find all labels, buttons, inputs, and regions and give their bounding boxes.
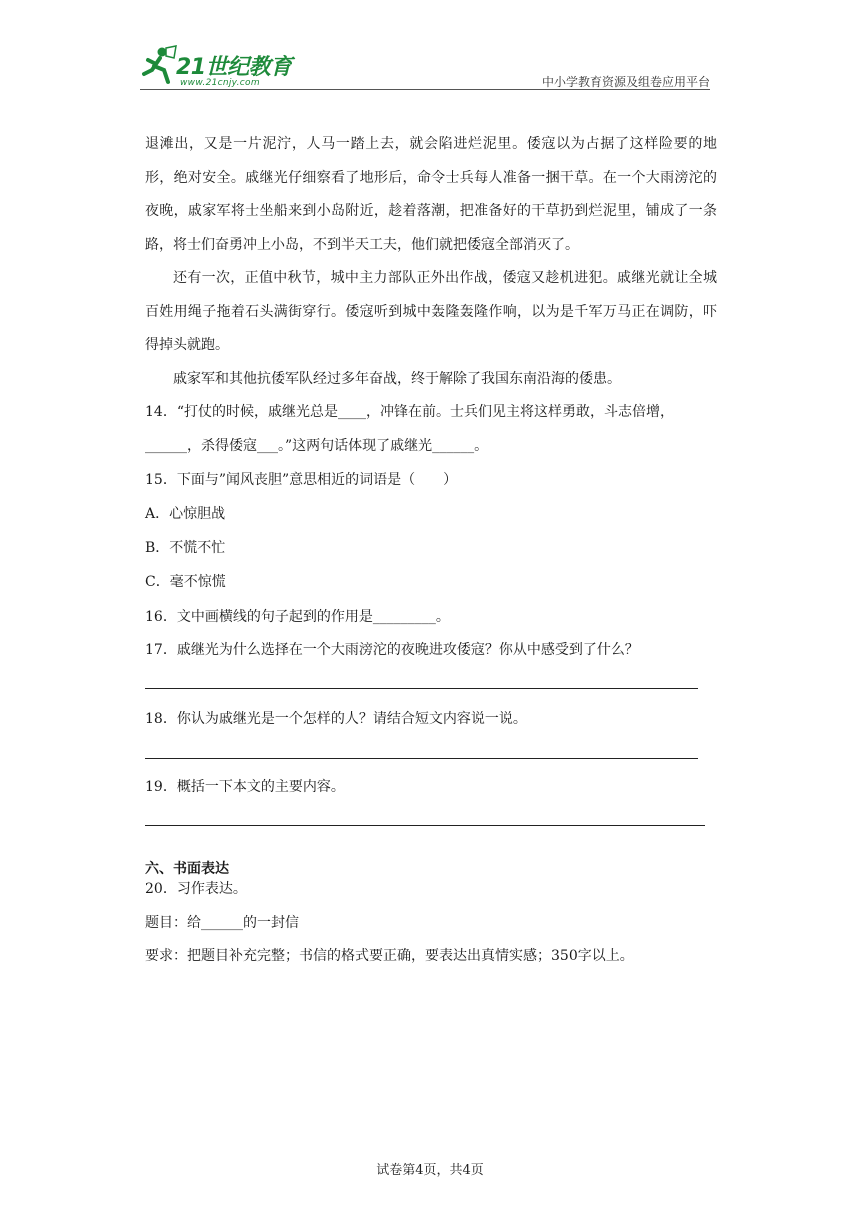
question-17: 17．戚继光为什么选择在一个大雨滂沱的夜晚进攻倭寇？你从中感受到了什么？ (145, 642, 639, 658)
logo (140, 44, 315, 90)
question-14-line-2: ______，杀得倭寇___。”这两句话体现了戚继光______。 (145, 438, 489, 454)
question-16: 16．文中画横线的句子起到的作用是_________。 (145, 609, 450, 625)
question-18: 18．你认为戚继光是一个怎样的人？请结合短文内容说一说。 (145, 711, 527, 727)
page-content (145, 128, 717, 964)
essay-topic: 题目：给______的一封信 (145, 915, 299, 931)
passage-paragraph-3: 戚家军和其他抗倭军队经过多年奋战，终于解除了我国东南沿海的倭患。 (173, 370, 621, 387)
question-15-option-c: C．毫不惊慌 (145, 574, 226, 590)
page-footer: 试卷第4页，共4页 (376, 1163, 484, 1178)
section-6-title: 六、书面表达 (145, 861, 229, 877)
question-15: 15．下面与”闻风丧胆”意思相近的词语是（ ） (145, 472, 458, 488)
answer-line-18[interactable] (145, 758, 698, 759)
platform-name: 中小学教育资源及组卷应用平台 (541, 75, 710, 89)
runner-logo-icon (140, 44, 180, 88)
question-15-option-b: B．不慌不忙 (145, 540, 226, 556)
question-19: 19．概括一下本文的主要内容。 (145, 779, 345, 795)
passage-paragraph-2: 还有一次，正值中秋节，城中主力部队正外出作战，倭寇又趁机进犯。戚继光就让全城百姓用绳子拖着石头满街穿行。倭寇听到城中轰隆轰隆作响，以为是千军万马正在调防，吓得掉头就跑。 (145, 270, 717, 353)
essay-requirement: 要求：把题目补充完整；书信的格式要正确，要表达出真情实感；350字以上。 (145, 948, 634, 964)
question-14-line-1: 14．“打仗的时候，戚继光总是____，冲锋在前。士兵们见主将这样勇敢，斗志倍增， (145, 404, 674, 420)
logo-url: www.21cnjy.com (180, 78, 260, 88)
answer-line-19[interactable] (145, 825, 705, 826)
question-15-option-a: A．心惊胆战 (145, 506, 226, 522)
question-20: 20．习作表达。 (145, 881, 247, 897)
header-divider (140, 89, 710, 90)
passage-paragraph-1: 退滩出，又是一片泥泞，人马一踏上去，就会陷进烂泥里。倭寇以为占据了这样险要的地形，绝对安全。戚继光仔细察看了地形后，命令士兵每人准备一捆干草。在一个大雨滂沱的夜晚，戚家军将士坐船来到小岛附近，趁着落潮，把准备好的干草扔到烂泥里，铺成了一条路，将士们奋勇冲上小岛，不到半天工夫，他们就把倭寇全部消灭了。 (145, 136, 717, 253)
page-header (140, 40, 710, 92)
logo-text: 21世纪教育 (176, 55, 292, 80)
answer-line-17[interactable] (145, 688, 698, 689)
